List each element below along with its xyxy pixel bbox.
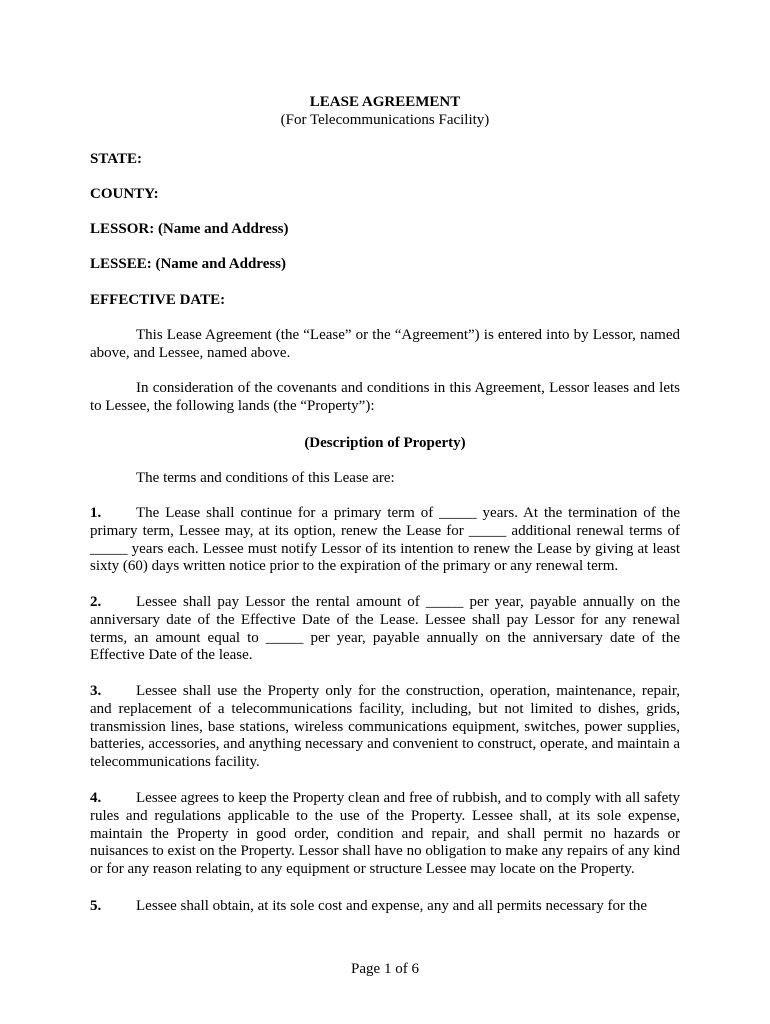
- effective-date-label: EFFECTIVE DATE:: [90, 292, 226, 308]
- clause-text: Lessee shall pay Lessor the rental amount of _____ per year, payable annually on the anniversary date of the Effective Date of the Lease. Lessee shall pay Lessor for any renewal terms, an amount equal to _____ per year, payable annually on the anniversary date of the Effective Date of the lease.: [90, 594, 680, 664]
- state-label: STATE:: [90, 151, 142, 167]
- clause-text: Lessee shall use the Property only for the construction, operation, maintenance, repair, and replacement of a telecommunications facility, including, but not limited to dishes, grids, transmission lines, base stations, wireless communications equipment, switches, power supplies, batteries, accessories, and anything necessary and convenient to construct, operate, and maintain a telecommunications facility.: [90, 683, 680, 771]
- clause-number: 1.: [90, 505, 102, 521]
- clause-number: 3.: [90, 683, 102, 699]
- clause-5: [90, 898, 680, 916]
- lessee-label: LESSEE: (Name and Address): [90, 256, 287, 272]
- clause-text: Lessee agrees to keep the Property clean and free of rubbish, and to comply with all safety rules and regulations applicable to the use of the Property. Lessee shall, at its sole expense, maintain the Property in good order, condition and repair, and shall permit no hazards or nuisances to exist on the Property. Lessor shall have no obligation to make any repairs of any kind or for any reason relating to any equipment or structure Lessee may locate on the Property.: [90, 790, 680, 878]
- clause-number: 2.: [90, 594, 102, 610]
- county-label: COUNTY:: [90, 186, 159, 202]
- clause-text: The Lease shall continue for a primary term of _____ years. At the termination of the primary term, Lessee may, at its option, renew the Lease for _____ additional renewal terms of _____ years each. Lessee must notify Lessor of its intention to renew the Lease by giving at least sixty (60) days written notice prior to the expiration of the primary or any renewal term.: [90, 505, 680, 575]
- consideration-paragraph: In consideration of the covenants and conditions in this Agreement, Lessor leases and lets to Lessee, the following lands (the “Property”):: [90, 380, 680, 414]
- lessor-label: LESSOR: (Name and Address): [90, 221, 289, 237]
- clause-number: 4.: [90, 790, 102, 806]
- clause-2: [90, 594, 680, 665]
- clause-3: [90, 683, 680, 772]
- clause-1: [90, 505, 680, 576]
- intro-paragraph: This Lease Agreement (the “Lease” or the “Agreement”) is entered into by Lessor, named above, and Lessee, named above.: [90, 327, 680, 361]
- clause-4: [90, 790, 680, 879]
- document-title: LEASE AGREEMENT: [309, 94, 461, 110]
- clause-number: 5.: [90, 898, 102, 914]
- property-description-heading: (Description of Property): [304, 435, 466, 451]
- clause-text: Lessee shall obtain, at its sole cost and expense, any and all permits necessary for the: [136, 898, 648, 914]
- page-number: Page 1 of 6: [351, 961, 419, 977]
- document-subtitle: (For Telecommunications Facility): [280, 112, 490, 128]
- terms-intro: The terms and conditions of this Lease are:: [136, 470, 395, 486]
